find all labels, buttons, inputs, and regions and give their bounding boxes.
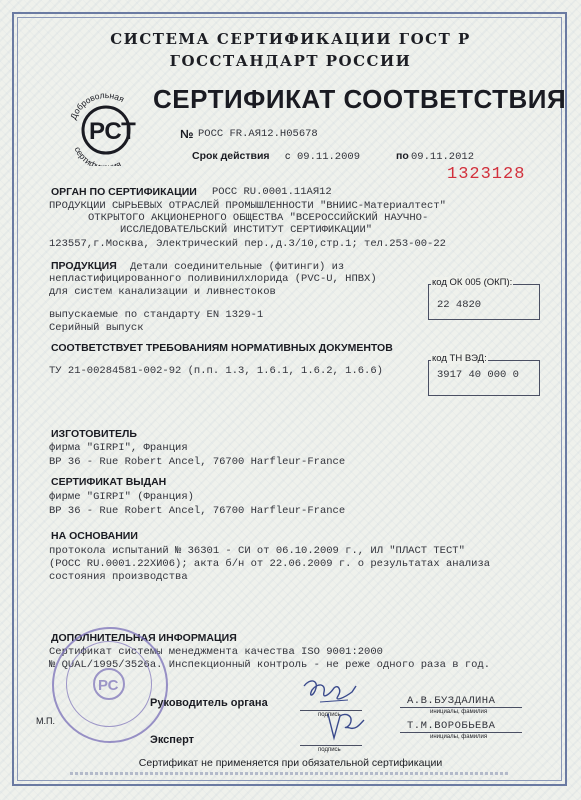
okp-code-label: код ОК 005 (ОКП): xyxy=(432,277,513,288)
issued-to-name: фирме "GIRPI" (Франция) xyxy=(49,491,194,503)
basis-line-3: состояния производства xyxy=(49,571,188,583)
head-of-organ-name: А.В.БУЗДАЛИНА xyxy=(407,695,496,707)
expert-label: Эксперт xyxy=(150,734,195,746)
stamp-place-mark: М.П. xyxy=(36,716,55,726)
basis-line-1: протокола испытаний № 36301 - СИ от 06.10.2009 г., ИЛ "ПЛАСТ ТЕСТ" xyxy=(49,545,465,557)
tnved-code-value: 3917 40 000 0 xyxy=(437,369,519,381)
product-standard: выпускаемые по стандарту EN 1329-1 xyxy=(49,309,264,321)
additional-info-line-2: № QUAL/1995/3526а. Инспекционный контроль - не реже одного раза в год. xyxy=(49,659,491,671)
svg-text:РС: РС xyxy=(98,677,119,694)
logo-top-text: Добровольная xyxy=(68,92,127,121)
validity-to-date: 09.11.2012 xyxy=(411,151,475,163)
logo-bottom-text: сертифи ия xyxy=(72,145,123,166)
validity-to-label: по xyxy=(396,150,409,162)
expert-name-caption: инициалы, фамилия xyxy=(430,734,488,740)
manufacturer-address: BP 36 - Rue Robert Ancel, 76700 Harfleur-France xyxy=(49,456,346,468)
blank-serial-number: 1323128 xyxy=(447,165,526,184)
head-signature-caption: подпись xyxy=(318,712,341,718)
validity-from-label: с xyxy=(285,150,291,162)
svg-text:сертификация xyxy=(73,145,123,166)
organ-line-1: ПРОДУКЦИИ СЫРЬЕВЫХ ОТРАСЛЕЙ ПРОМЫШЛЕННОСТИ "ВНИИС-Материалтест" xyxy=(49,200,446,212)
head-signature xyxy=(300,676,360,710)
tnved-code-box xyxy=(428,353,540,396)
organ-line-3: ИССЛЕДОВАТЕЛЬСКИЙ ИНСТИТУТ СЕРТИФИКАЦИИ" xyxy=(120,224,373,236)
manufacturer-label: ИЗГОТОВИТЕЛЬ xyxy=(51,428,137,440)
okp-code-box xyxy=(428,277,540,320)
organ-line-2: ОТКРЫТОГО АКЦИОНЕРНОГО ОБЩЕСТВА "ВСЕРОССИЙСКИЙ НАУЧНО- xyxy=(88,212,429,224)
expert-name-line xyxy=(400,732,522,733)
footer-note: Сертификат не применяется при обязательной сертификации xyxy=(138,757,443,769)
validity-from-date: 09.11.2009 xyxy=(297,151,361,163)
tnved-code-label: код ТН ВЭД: xyxy=(432,353,487,364)
agency-name: ГОССТАНДАРТ РОССИИ xyxy=(169,52,412,70)
head-of-organ-label: Руководитель органа xyxy=(150,697,268,709)
system-name: СИСТЕМА СЕРТИФИКАЦИИ ГОСТ Р xyxy=(110,30,471,48)
basis-label: НА ОСНОВАНИИ xyxy=(51,530,138,542)
number-sign: № xyxy=(180,127,194,141)
svg-text:Добровольная xyxy=(68,92,126,121)
certificate-number: РОСС FR.АЯ12.Н05678 xyxy=(198,128,318,140)
product-production-type: Серийный выпуск xyxy=(49,322,144,334)
expert-signature-line xyxy=(300,745,362,746)
product-line-2: непластифицированного поливинилхлорида (PVC-U, НПВХ) xyxy=(49,273,377,285)
expert-signature-caption: подпись xyxy=(318,747,341,753)
head-name-line xyxy=(400,707,522,708)
organ-code: РОСС RU.0001.11АЯ12 xyxy=(212,186,332,198)
product-label: ПРОДУКЦИЯ xyxy=(51,260,117,272)
head-name-caption: инициалы, фамилия xyxy=(430,709,488,715)
manufacturer-name: фирма "GIRPI", Франция xyxy=(49,442,188,454)
organ-label: ОРГАН ПО СЕРТИФИКАЦИИ xyxy=(51,186,197,198)
validity-label: Срок действия xyxy=(192,150,270,162)
gost-r-logo xyxy=(66,92,146,166)
expert-name: Т.М.ВОРОБЬЕВА xyxy=(407,720,496,732)
organ-address: 123557,г.Москва, Электрический пер.,д.3/10,стр.1; тел.253-00-22 xyxy=(49,238,446,250)
logo-mark: РСТ xyxy=(89,118,136,145)
footer-microprint xyxy=(70,772,510,775)
product-line-1: Детали соединительные (фитинги) из xyxy=(130,261,345,273)
conformity-label: СООТВЕТСТВУЕТ ТРЕБОВАНИЯМ НОРМАТИВНЫХ ДОКУМЕНТОВ xyxy=(51,342,393,354)
okp-code-value: 22 4820 xyxy=(437,299,482,311)
certificate-title: СЕРТИФИКАТ СООТВЕТСТВИЯ xyxy=(153,84,567,114)
normative-documents: ТУ 21-00284581-002-92 (п.п. 1.3, 1.6.1, 1.6.2, 1.6.6) xyxy=(49,365,383,377)
product-line-3: для систем канализации и ливнестоков xyxy=(49,286,276,298)
additional-info-label: ДОПОЛНИТЕЛЬНАЯ ИНФОРМАЦИЯ xyxy=(51,632,237,644)
issued-to-address: BP 36 - Rue Robert Ancel, 76700 Harfleur-France xyxy=(49,505,346,517)
expert-signature xyxy=(324,708,370,744)
basis-line-2: (РОСС RU.0001.22ХИ06); акта б/н от 22.06.2009 г. о результатах анализа xyxy=(49,558,491,570)
stamp-logo-icon xyxy=(84,664,134,704)
additional-info-line-1: Сертификат системы менеджмента качества ISO 9001:2000 xyxy=(49,646,383,658)
issued-to-label: СЕРТИФИКАТ ВЫДАН xyxy=(51,476,167,488)
